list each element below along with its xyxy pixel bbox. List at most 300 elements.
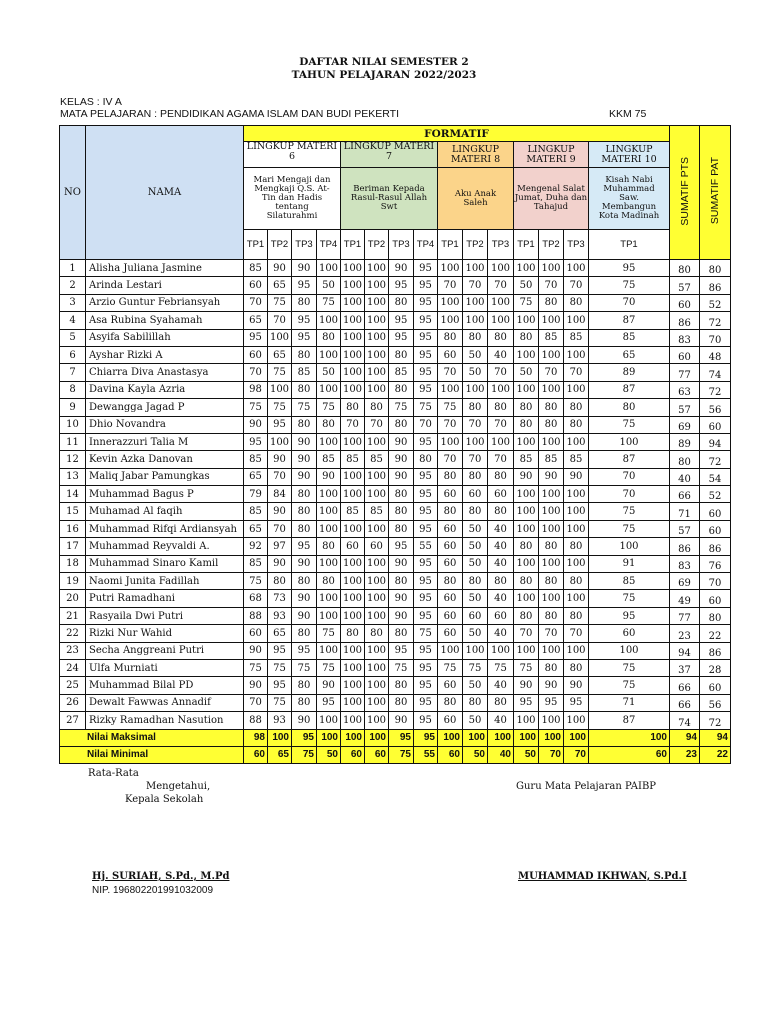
sumatif-pts-cell: 40 — [670, 468, 700, 485]
score-cell: 100 — [514, 503, 539, 520]
score-cell: 85 — [244, 503, 268, 520]
sumatif-pts-header: SUMATIF PTS — [670, 126, 700, 260]
score-cell: 90 — [389, 590, 414, 607]
score-cell: 95 — [414, 433, 438, 450]
student-name: Ulfa Murniati — [86, 659, 244, 676]
stat-pat: 22 — [700, 746, 731, 763]
score-cell: 95 — [414, 590, 438, 607]
score-cell: 70 — [539, 364, 564, 381]
score-cell: 95 — [414, 607, 438, 624]
score-cell: 70 — [244, 294, 268, 311]
score-cell: 95 — [589, 607, 670, 624]
score-cell: 90 — [292, 451, 317, 468]
score-cell: 100 — [564, 590, 589, 607]
score-cell: 100 — [341, 677, 365, 694]
sumatif-pts-cell: 60 — [670, 346, 700, 363]
sumatif-pat-cell: 72 — [700, 381, 731, 398]
score-cell: 95 — [268, 416, 292, 433]
score-cell: 100 — [341, 694, 365, 711]
sumatif-pat-cell: 86 — [700, 277, 731, 294]
table-row — [60, 468, 731, 485]
score-cell: 60 — [438, 607, 463, 624]
score-cell: 50 — [514, 277, 539, 294]
sumatif-pat-header: SUMATIF PAT — [700, 126, 731, 260]
score-cell: 70 — [414, 416, 438, 433]
score-cell: 90 — [292, 260, 317, 277]
score-cell: 80 — [514, 607, 539, 624]
score-cell: 90 — [268, 555, 292, 572]
score-cell: 90 — [268, 503, 292, 520]
stat-value: 95 — [292, 729, 317, 746]
sumatif-pts-cell: 83 — [670, 555, 700, 572]
score-cell: 85 — [365, 503, 389, 520]
score-cell: 75 — [292, 659, 317, 676]
stat-value: 100 — [341, 729, 365, 746]
score-cell: 100 — [514, 590, 539, 607]
score-cell: 95 — [414, 468, 438, 485]
score-cell: 80 — [389, 294, 414, 311]
score-cell: 60 — [365, 538, 389, 555]
score-cell: 70 — [564, 277, 589, 294]
tp-header: TP2 — [539, 230, 564, 260]
score-cell: 85 — [589, 329, 670, 346]
score-cell: 95 — [389, 312, 414, 329]
score-cell: 70 — [365, 416, 389, 433]
score-cell: 80 — [488, 694, 514, 711]
score-cell: 100 — [514, 712, 539, 729]
table-row — [60, 503, 731, 520]
score-cell: 40 — [488, 590, 514, 607]
table-row — [60, 312, 731, 329]
score-cell: 80 — [317, 538, 341, 555]
score-cell: 75 — [589, 503, 670, 520]
student-name: Muhammad Reyvaldi A. — [86, 538, 244, 555]
sumatif-pat-cell: 60 — [700, 590, 731, 607]
score-cell: 80 — [514, 329, 539, 346]
stat-value: 100 — [488, 729, 514, 746]
score-cell: 80 — [564, 399, 589, 416]
score-cell: 80 — [389, 573, 414, 590]
score-cell: 80 — [463, 503, 488, 520]
score-cell: 80 — [539, 538, 564, 555]
score-cell: 100 — [514, 486, 539, 503]
student-name: Secha Anggreani Putri — [86, 642, 244, 659]
table-row — [60, 642, 731, 659]
guru-label: Guru Mata Pelajaran PAIBP — [516, 781, 657, 792]
tp-header: TP2 — [463, 230, 488, 260]
score-cell: 100 — [341, 294, 365, 311]
score-cell: 95 — [414, 312, 438, 329]
score-cell: 100 — [317, 555, 341, 572]
score-cell: 65 — [268, 277, 292, 294]
score-cell: 100 — [365, 642, 389, 659]
score-cell: 85 — [365, 451, 389, 468]
score-cell: 85 — [539, 451, 564, 468]
sumatif-pts-cell: 57 — [670, 520, 700, 537]
score-cell: 95 — [414, 381, 438, 398]
sumatif-pts-cell: 74 — [670, 712, 700, 729]
score-cell: 50 — [463, 346, 488, 363]
score-cell: 100 — [589, 642, 670, 659]
score-cell: 90 — [292, 607, 317, 624]
score-cell: 90 — [317, 677, 341, 694]
score-cell: 95 — [414, 555, 438, 572]
score-cell: 98 — [244, 381, 268, 398]
score-cell: 80 — [389, 486, 414, 503]
score-cell: 40 — [488, 625, 514, 642]
score-cell: 85 — [244, 451, 268, 468]
score-cell: 100 — [365, 607, 389, 624]
score-cell: 60 — [438, 346, 463, 363]
tp-header: TP4 — [317, 230, 341, 260]
student-name: Arzio Guntur Febriansyah — [86, 294, 244, 311]
score-cell: 95 — [414, 329, 438, 346]
score-cell: 60 — [463, 486, 488, 503]
score-cell: 100 — [463, 312, 488, 329]
score-cell: 100 — [564, 486, 589, 503]
score-cell: 50 — [463, 677, 488, 694]
desc-materi-9: Mengenal Salat Jumat, Duha dan Tahajud — [514, 168, 589, 230]
score-cell: 70 — [488, 416, 514, 433]
score-cell: 95 — [389, 538, 414, 555]
score-cell: 100 — [317, 590, 341, 607]
score-cell: 100 — [317, 520, 341, 537]
score-cell: 100 — [438, 260, 463, 277]
score-cell: 60 — [244, 625, 268, 642]
doc-title-line1: DAFTAR NILAI SEMESTER 2 — [299, 56, 469, 68]
student-name: Arinda Lestari — [86, 277, 244, 294]
score-cell: 90 — [268, 451, 292, 468]
score-cell: 100 — [514, 520, 539, 537]
stat-value: 95 — [414, 729, 438, 746]
score-cell: 85 — [341, 451, 365, 468]
score-cell: 100 — [488, 312, 514, 329]
stat-value: 60 — [438, 746, 463, 763]
score-cell: 50 — [514, 364, 539, 381]
score-cell: 60 — [341, 538, 365, 555]
score-cell: 80 — [488, 573, 514, 590]
guru-name: MUHAMMAD IKHWAN, S.Pd.I — [518, 871, 687, 882]
score-cell: 80 — [564, 607, 589, 624]
row-number: 13 — [60, 468, 86, 485]
score-cell: 70 — [488, 451, 514, 468]
stat-value: 55 — [414, 746, 438, 763]
score-cell: 80 — [438, 468, 463, 485]
score-cell: 87 — [589, 312, 670, 329]
score-cell: 100 — [463, 294, 488, 311]
tp-header: TP1 — [341, 230, 365, 260]
score-cell: 100 — [438, 312, 463, 329]
stat-value: 95 — [389, 729, 414, 746]
kepala-nip: NIP. 196802201991032009 — [92, 885, 214, 896]
score-cell: 80 — [292, 416, 317, 433]
student-name: Maliq Jabar Pamungkas — [86, 468, 244, 485]
score-cell: 85 — [389, 364, 414, 381]
score-cell: 100 — [365, 346, 389, 363]
score-cell: 87 — [589, 451, 670, 468]
student-name: Davina Kayla Azria — [86, 381, 244, 398]
score-cell: 90 — [389, 260, 414, 277]
score-cell: 90 — [564, 677, 589, 694]
score-cell: 80 — [564, 538, 589, 555]
row-number: 10 — [60, 416, 86, 433]
score-cell: 70 — [463, 277, 488, 294]
sumatif-pat-cell: 60 — [700, 520, 731, 537]
row-number: 4 — [60, 312, 86, 329]
score-cell: 100 — [488, 294, 514, 311]
score-cell: 100 — [514, 642, 539, 659]
score-cell: 65 — [244, 520, 268, 537]
desc-materi-10: Kisah Nabi Muhammad Saw. Membangun Kota Madinah — [589, 168, 670, 230]
table-row — [60, 694, 731, 711]
score-cell: 70 — [244, 694, 268, 711]
score-cell: 100 — [317, 503, 341, 520]
score-cell: 89 — [589, 364, 670, 381]
score-cell: 75 — [438, 399, 463, 416]
sumatif-pat-cell: 74 — [700, 364, 731, 381]
score-cell: 100 — [341, 468, 365, 485]
student-name: Dhio Novandra — [86, 416, 244, 433]
table-row — [60, 364, 731, 381]
row-number: 6 — [60, 346, 86, 363]
score-cell: 80 — [341, 625, 365, 642]
score-cell: 40 — [488, 555, 514, 572]
row-number: 26 — [60, 694, 86, 711]
mengetahui-label: Mengetahui, — [146, 781, 211, 792]
score-cell: 91 — [589, 555, 670, 572]
score-cell: 100 — [317, 312, 341, 329]
stat-value: 50 — [463, 746, 488, 763]
score-cell: 80 — [463, 329, 488, 346]
sumatif-pts-cell: 77 — [670, 607, 700, 624]
score-cell: 75 — [589, 277, 670, 294]
score-cell: 100 — [564, 346, 589, 363]
score-cell: 40 — [488, 538, 514, 555]
sumatif-pts-cell: 66 — [670, 677, 700, 694]
score-cell: 80 — [438, 503, 463, 520]
score-cell: 100 — [539, 712, 564, 729]
row-number: 8 — [60, 381, 86, 398]
student-name: Kevin Azka Danovan — [86, 451, 244, 468]
score-cell: 100 — [317, 260, 341, 277]
table-row — [60, 538, 731, 555]
score-cell: 95 — [268, 642, 292, 659]
sumatif-pts-cell: 89 — [670, 433, 700, 450]
score-cell: 100 — [438, 433, 463, 450]
row-number: 17 — [60, 538, 86, 555]
score-cell: 100 — [514, 433, 539, 450]
score-cell: 75 — [244, 659, 268, 676]
score-cell: 50 — [463, 625, 488, 642]
score-cell: 85 — [539, 329, 564, 346]
score-cell: 73 — [268, 590, 292, 607]
score-cell: 100 — [514, 260, 539, 277]
score-cell: 70 — [244, 364, 268, 381]
score-cell: 80 — [539, 607, 564, 624]
student-name: Muhammad Bilal PD — [86, 677, 244, 694]
score-cell: 75 — [317, 625, 341, 642]
score-cell: 100 — [365, 659, 389, 676]
score-cell: 65 — [589, 346, 670, 363]
kepala-sekolah-name: Hj. SURIAH, S.Pd., M.Pd — [92, 871, 230, 882]
sumatif-pts-cell: 83 — [670, 329, 700, 346]
score-cell: 100 — [365, 555, 389, 572]
score-cell: 80 — [514, 538, 539, 555]
score-cell: 95 — [414, 503, 438, 520]
score-cell: 50 — [463, 538, 488, 555]
score-cell: 80 — [389, 520, 414, 537]
score-cell: 100 — [539, 433, 564, 450]
score-cell: 95 — [539, 694, 564, 711]
sumatif-pts-cell: 66 — [670, 486, 700, 503]
score-cell: 60 — [589, 625, 670, 642]
score-cell: 65 — [268, 346, 292, 363]
student-name: Alisha Juliana Jasmine — [86, 260, 244, 277]
score-cell: 90 — [389, 468, 414, 485]
sumatif-pat-cell: 56 — [700, 694, 731, 711]
table-row — [60, 260, 731, 277]
score-cell: 80 — [488, 329, 514, 346]
score-cell: 65 — [268, 625, 292, 642]
score-cell: 75 — [389, 399, 414, 416]
score-cell: 100 — [317, 381, 341, 398]
score-cell: 80 — [389, 694, 414, 711]
score-cell: 100 — [564, 642, 589, 659]
sumatif-pat-cell: 28 — [700, 659, 731, 676]
score-cell: 100 — [488, 381, 514, 398]
stat-value: 65 — [268, 746, 292, 763]
score-cell: 75 — [268, 294, 292, 311]
score-cell: 85 — [341, 503, 365, 520]
score-cell: 95 — [268, 677, 292, 694]
row-number: 5 — [60, 329, 86, 346]
score-cell: 60 — [438, 520, 463, 537]
sumatif-pts-cell: 71 — [670, 503, 700, 520]
score-cell: 50 — [463, 555, 488, 572]
score-cell: 95 — [244, 329, 268, 346]
score-cell: 75 — [268, 399, 292, 416]
row-number: 3 — [60, 294, 86, 311]
score-cell: 95 — [292, 277, 317, 294]
nilai-minimal-row — [60, 746, 731, 763]
stat-value: 100 — [589, 729, 670, 746]
tp-header: TP3 — [389, 230, 414, 260]
score-cell: 95 — [589, 260, 670, 277]
score-cell: 100 — [365, 294, 389, 311]
score-cell: 100 — [539, 642, 564, 659]
score-cell: 100 — [438, 294, 463, 311]
score-cell: 75 — [317, 294, 341, 311]
sumatif-pat-cell: 94 — [700, 433, 731, 450]
score-cell: 70 — [268, 468, 292, 485]
tp-header: TP1 — [244, 230, 268, 260]
score-cell: 95 — [414, 520, 438, 537]
score-cell: 80 — [514, 573, 539, 590]
score-cell: 80 — [317, 329, 341, 346]
score-cell: 80 — [539, 416, 564, 433]
score-cell: 100 — [341, 277, 365, 294]
score-cell: 65 — [244, 468, 268, 485]
score-cell: 80 — [292, 486, 317, 503]
student-name: Muhamad Al faqih — [86, 503, 244, 520]
sumatif-pat-cell: 80 — [700, 260, 731, 277]
score-cell: 100 — [564, 503, 589, 520]
score-cell: 95 — [414, 277, 438, 294]
score-cell: 100 — [317, 486, 341, 503]
score-cell: 100 — [341, 486, 365, 503]
stat-value: 60 — [589, 746, 670, 763]
score-cell: 90 — [514, 468, 539, 485]
table-row — [60, 381, 731, 398]
score-cell: 60 — [488, 486, 514, 503]
sumatif-pts-cell: 94 — [670, 642, 700, 659]
score-cell: 88 — [244, 712, 268, 729]
score-cell: 75 — [488, 659, 514, 676]
score-cell: 100 — [365, 677, 389, 694]
score-cell: 100 — [365, 433, 389, 450]
score-cell: 90 — [389, 555, 414, 572]
sumatif-pts-cell: 60 — [670, 294, 700, 311]
score-cell: 100 — [268, 381, 292, 398]
score-cell: 80 — [292, 346, 317, 363]
sumatif-pts-cell: 69 — [670, 416, 700, 433]
student-name: Muhammad Rifqi Ardiansyah — [86, 520, 244, 537]
score-cell: 100 — [268, 329, 292, 346]
score-cell: 100 — [365, 312, 389, 329]
score-cell: 100 — [463, 433, 488, 450]
sumatif-pat-cell: 72 — [700, 312, 731, 329]
tp-header: TP3 — [292, 230, 317, 260]
stat-value: 60 — [365, 746, 389, 763]
score-cell: 95 — [414, 260, 438, 277]
sumatif-pts-cell: 77 — [670, 364, 700, 381]
table-row — [60, 433, 731, 450]
score-cell: 100 — [341, 642, 365, 659]
score-cell: 88 — [244, 607, 268, 624]
row-number: 2 — [60, 277, 86, 294]
score-cell: 40 — [488, 677, 514, 694]
score-cell: 80 — [463, 468, 488, 485]
stat-value: 100 — [268, 729, 292, 746]
tp-header: TP2 — [268, 230, 292, 260]
row-number: 7 — [60, 364, 86, 381]
score-cell: 70 — [539, 625, 564, 642]
score-cell: 100 — [488, 260, 514, 277]
sumatif-pat-cell: 22 — [700, 625, 731, 642]
score-cell: 95 — [414, 694, 438, 711]
score-cell: 100 — [365, 712, 389, 729]
score-cell: 100 — [317, 433, 341, 450]
score-cell: 70 — [268, 520, 292, 537]
stat-value: 70 — [539, 746, 564, 763]
score-cell: 80 — [292, 381, 317, 398]
score-cell: 100 — [463, 381, 488, 398]
score-cell: 100 — [268, 433, 292, 450]
score-cell: 95 — [414, 677, 438, 694]
score-cell: 95 — [414, 712, 438, 729]
score-cell: 60 — [438, 625, 463, 642]
no-header: NO — [60, 126, 86, 260]
score-cell: 70 — [589, 468, 670, 485]
score-cell: 75 — [292, 399, 317, 416]
score-cell: 70 — [438, 451, 463, 468]
score-cell: 80 — [539, 399, 564, 416]
sumatif-pts-cell: 86 — [670, 538, 700, 555]
tp-header: TP3 — [564, 230, 589, 260]
score-cell: 75 — [268, 694, 292, 711]
table-row — [60, 416, 731, 433]
score-cell: 80 — [292, 625, 317, 642]
